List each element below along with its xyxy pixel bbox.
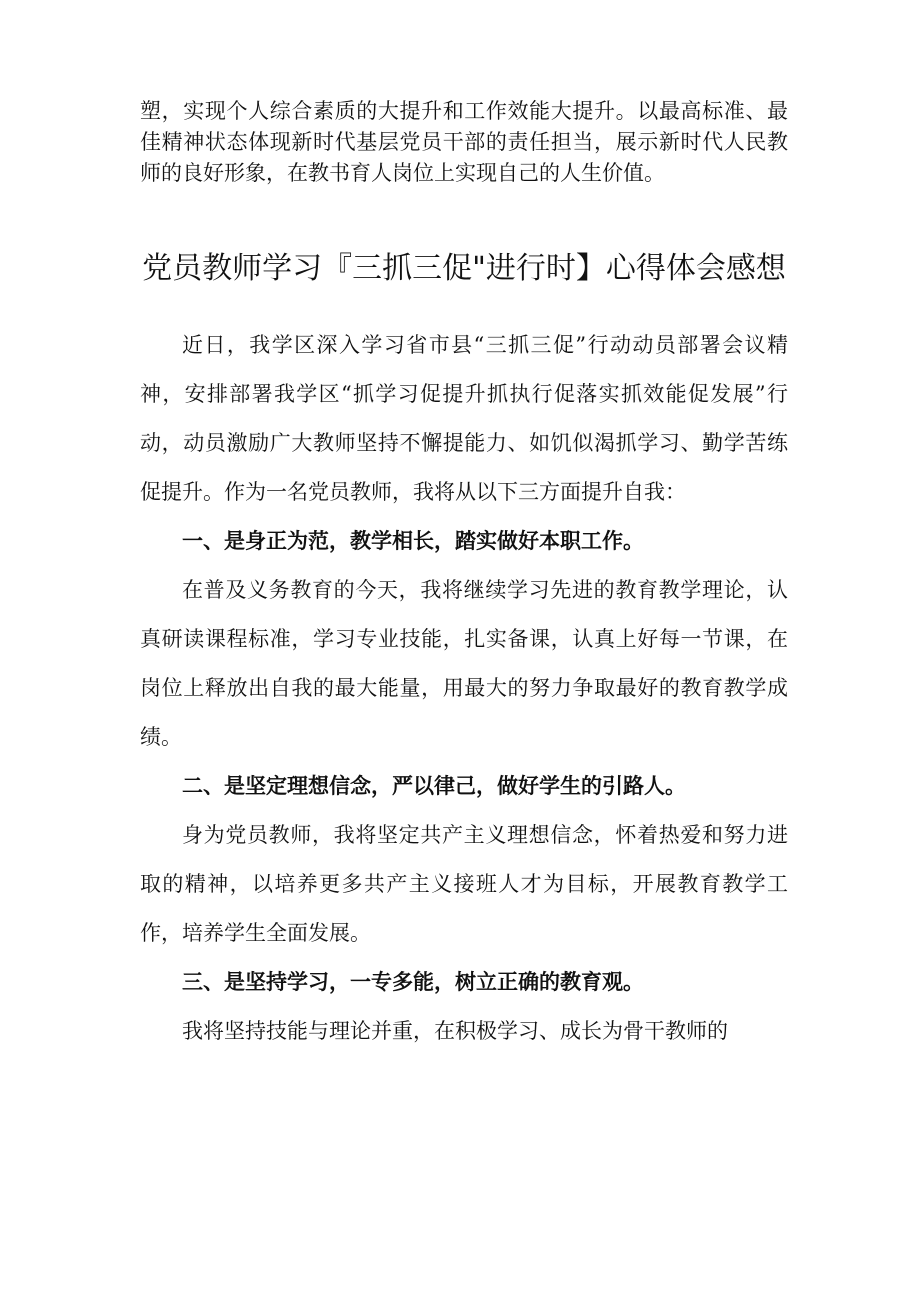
document-page <box>140 96 788 1056</box>
section-1-heading: 一、是身正为范，教学相长，踏实做好本职工作。 <box>182 529 644 553</box>
section-2-body: 身为党员教师，我将坚定共产主义理想信念，怀着热爱和努力进取的精神，以培养更多共产主义接班人才为目标，开展教育教学工作，培养学生全面发展。 <box>140 823 788 945</box>
intro-paragraph: 塑，实现个人综合素质的大提升和工作效能大提升。以最高标准、最佳精神状态体现新时代基层党员干部的责任担当，展示新时代人民教师的良好形象，在教书育人岗位上实现自己的人生价值。 <box>140 99 788 185</box>
section-3-heading: 三、是坚持学习，一专多能，树立正确的教育观。 <box>182 970 644 994</box>
document-title: 党员教师学习『三抓三促"进行时】心得体会感想 <box>142 251 786 286</box>
opening-paragraph: 近日，我学区深入学习省市县“三抓三促”行动动员部署会议精神，安排部署我学区“抓学习促提升抓执行促落实抓效能促发展”行动，动员激励广大教师坚持不懈提能力、如饥似渴抓学习、勤学苦练促提升。作为一名党员教师，我将从以下三方面提升自我： <box>140 333 788 504</box>
section-2-heading: 二、是坚定理想信念，严以律己，做好学生的引路人。 <box>182 774 686 798</box>
section-3-body: 我将坚持技能与理论并重，在积极学习、成长为骨干教师的 <box>182 1019 728 1043</box>
section-1-body: 在普及义务教育的今天，我将继续学习先进的教育教学理论，认真研读课程标准，学习专业技能，扎实备课，认真上好每一节课，在岗位上释放出自我的最大能量，用最大的努力争取最好的教育教学成绩。 <box>140 578 788 749</box>
